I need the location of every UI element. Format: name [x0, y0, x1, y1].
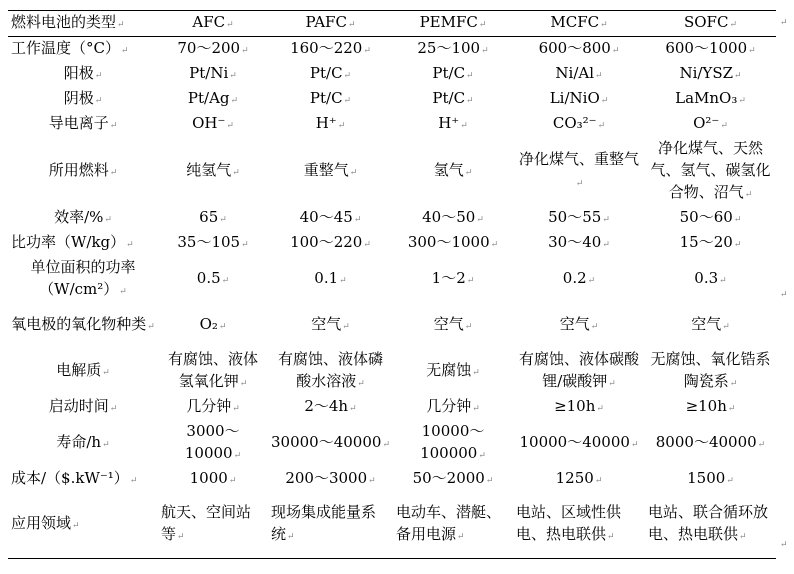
table-cell: 40～50↵	[422, 208, 484, 226]
table-row	[8, 62, 776, 87]
table-cell: 净化煤气、天然气、氢气、碳氢化合物、沼气↵	[650, 139, 771, 201]
table-cell: 几分钟↵	[186, 397, 240, 415]
column-header: MCFC↵	[513, 11, 645, 37]
table-cell: CO₃²⁻↵	[552, 114, 606, 132]
table-cell: 无腐蚀↵	[426, 360, 480, 379]
row-label: 氧电极的氧化物种类↵	[11, 314, 155, 333]
table-cell: 15～20↵	[679, 233, 742, 251]
table-cell: 300～1000↵	[407, 233, 499, 251]
paragraph-mark: ↵	[780, 540, 788, 550]
row-label: 电解质↵	[56, 360, 110, 379]
table-cell: Pt/C↵	[432, 89, 474, 107]
table-row	[8, 420, 776, 467]
table-cell: 空气↵	[691, 314, 730, 333]
table-cell: 纯氢气↵	[186, 161, 240, 179]
table-cell: 空气↵	[433, 314, 473, 333]
table-row	[8, 467, 776, 492]
row-label: 阴极↵	[63, 89, 103, 107]
table-row	[8, 395, 776, 420]
table-cell: Pt/Ni↵	[189, 64, 237, 82]
table-cell: 0.3↵	[694, 269, 727, 287]
table-cell: 30000～40000↵	[271, 433, 390, 451]
row-label: 单位面积的功率（W/cm²）↵	[30, 258, 136, 298]
column-header: PEMFC↵	[393, 11, 513, 37]
table-cell: 空气↵	[311, 314, 350, 333]
table-cell: 25～100↵	[417, 39, 489, 57]
table-cell: 1000↵	[189, 469, 237, 487]
table-cell: 0.1↵	[314, 269, 347, 287]
paragraph-mark: ↵	[780, 290, 788, 300]
table-cell: 0.5↵	[196, 269, 230, 287]
table-cell: 现场集成能量系统↵	[268, 492, 393, 558]
table-cell: 重整气↵	[303, 161, 358, 179]
table-cell: O₂↵	[199, 314, 227, 333]
table-cell: 200～3000↵	[285, 469, 376, 487]
table-row	[8, 87, 776, 112]
table-cell: 40～45↵	[299, 208, 362, 226]
row-label: 比功率（W/kg）↵	[11, 233, 134, 251]
table-cell: 1500↵	[687, 469, 734, 487]
row-label: 效率/%↵	[54, 208, 112, 226]
table-cell: 几分钟↵	[426, 397, 480, 415]
table-cell: Ni/YSZ↵	[679, 64, 742, 82]
table-cell: LaMnO₃↵	[675, 89, 746, 107]
table-cell: 1～2↵	[431, 269, 475, 287]
table-cell: 65↵	[199, 208, 227, 226]
column-header: 燃料电池的类型↵	[8, 11, 158, 37]
row-label: 所用燃料↵	[48, 161, 118, 179]
table-cell: 50～60↵	[679, 208, 742, 226]
table-cell: Li/NiO↵	[549, 89, 609, 107]
table-cell: 电站、区域性供电、热电联供↵	[513, 492, 645, 558]
row-label: 导电离子↵	[48, 114, 118, 132]
table-cell: 50～55↵	[548, 208, 610, 226]
table-cell: H⁺↵	[438, 114, 468, 132]
table-cell: 600～1000↵	[665, 39, 756, 57]
fuel-cell-table	[8, 10, 776, 559]
row-label: 工作温度（°C）↵	[11, 39, 129, 57]
table-cell: 70～200↵	[177, 39, 249, 57]
table-cell: 有腐蚀、液体磷酸水溶液↵	[277, 349, 383, 390]
table-cell: 2～4h↵	[304, 397, 357, 415]
column-header: SOFC↵	[645, 11, 776, 37]
table-cell: Pt/C↵	[309, 64, 352, 82]
row-label: 成本/（$.kW⁻¹）↵	[11, 469, 138, 487]
table-cell: 氢气↵	[433, 161, 473, 179]
table-cell: Pt/C↵	[432, 64, 474, 82]
table-row	[8, 256, 776, 303]
table-row	[8, 137, 776, 206]
table-cell: 航天、空间站等↵	[158, 492, 268, 558]
table-cell: Pt/C↵	[309, 89, 352, 107]
table-cell: 50～2000↵	[412, 469, 494, 487]
table-cell: 30～40↵	[548, 233, 610, 251]
table-cell: 10000～100000↵	[420, 422, 486, 462]
table-cell: 8000～40000↵	[655, 433, 766, 451]
table-cell: 100～220↵	[290, 233, 371, 251]
table-cell: ≥10h↵	[685, 397, 736, 415]
column-header: PAFC↵	[268, 11, 393, 37]
row-label: 阳极↵	[63, 64, 103, 82]
table-cell: 净化煤气、重整气↵	[518, 150, 639, 189]
paragraph-mark: ↵	[780, 18, 788, 28]
table-cell: Pt/Ag↵	[187, 89, 239, 107]
table-row	[8, 492, 776, 558]
table-row	[8, 37, 776, 63]
table-cell: 600～800↵	[538, 39, 620, 57]
table-row	[8, 206, 776, 231]
table-cell: 空气↵	[559, 314, 599, 333]
table-row	[8, 303, 776, 347]
column-header: AFC↵	[158, 11, 268, 37]
table-cell: Ni/Al↵	[555, 64, 603, 82]
table-cell: 无腐蚀、氧化锆系陶瓷系↵	[650, 349, 771, 390]
table-cell: 有腐蚀、液体碳酸锂/碳酸钾↵	[518, 349, 639, 390]
row-label: 应用领域↵	[8, 492, 158, 558]
table-cell: 3000～10000↵	[184, 422, 242, 462]
table-cell: 0.2↵	[562, 269, 596, 287]
table-cell: OH⁻↵	[192, 114, 234, 132]
row-label: 启动时间↵	[48, 397, 118, 415]
table-cell: ≥10h↵	[554, 397, 604, 415]
table-cell: 电动车、潜艇、备用电源↵	[393, 492, 513, 558]
table-cell: 1250↵	[555, 469, 603, 487]
table-cell: 160～220↵	[290, 39, 371, 57]
table-cell: H⁺↵	[315, 114, 346, 132]
table-header-row	[8, 11, 776, 37]
table-cell: O²⁻↵	[693, 114, 728, 132]
table-cell: 电站、联合循环放电、热电联供↵	[645, 492, 776, 558]
table-cell: 有腐蚀、液体氢氧化钾↵	[167, 349, 258, 390]
table-row	[8, 347, 776, 395]
table-cell: 10000～40000↵	[519, 433, 639, 451]
row-label: 寿命/h↵	[56, 433, 110, 451]
table-row	[8, 112, 776, 137]
table-row	[8, 231, 776, 256]
table-cell: 35～105↵	[177, 233, 249, 251]
